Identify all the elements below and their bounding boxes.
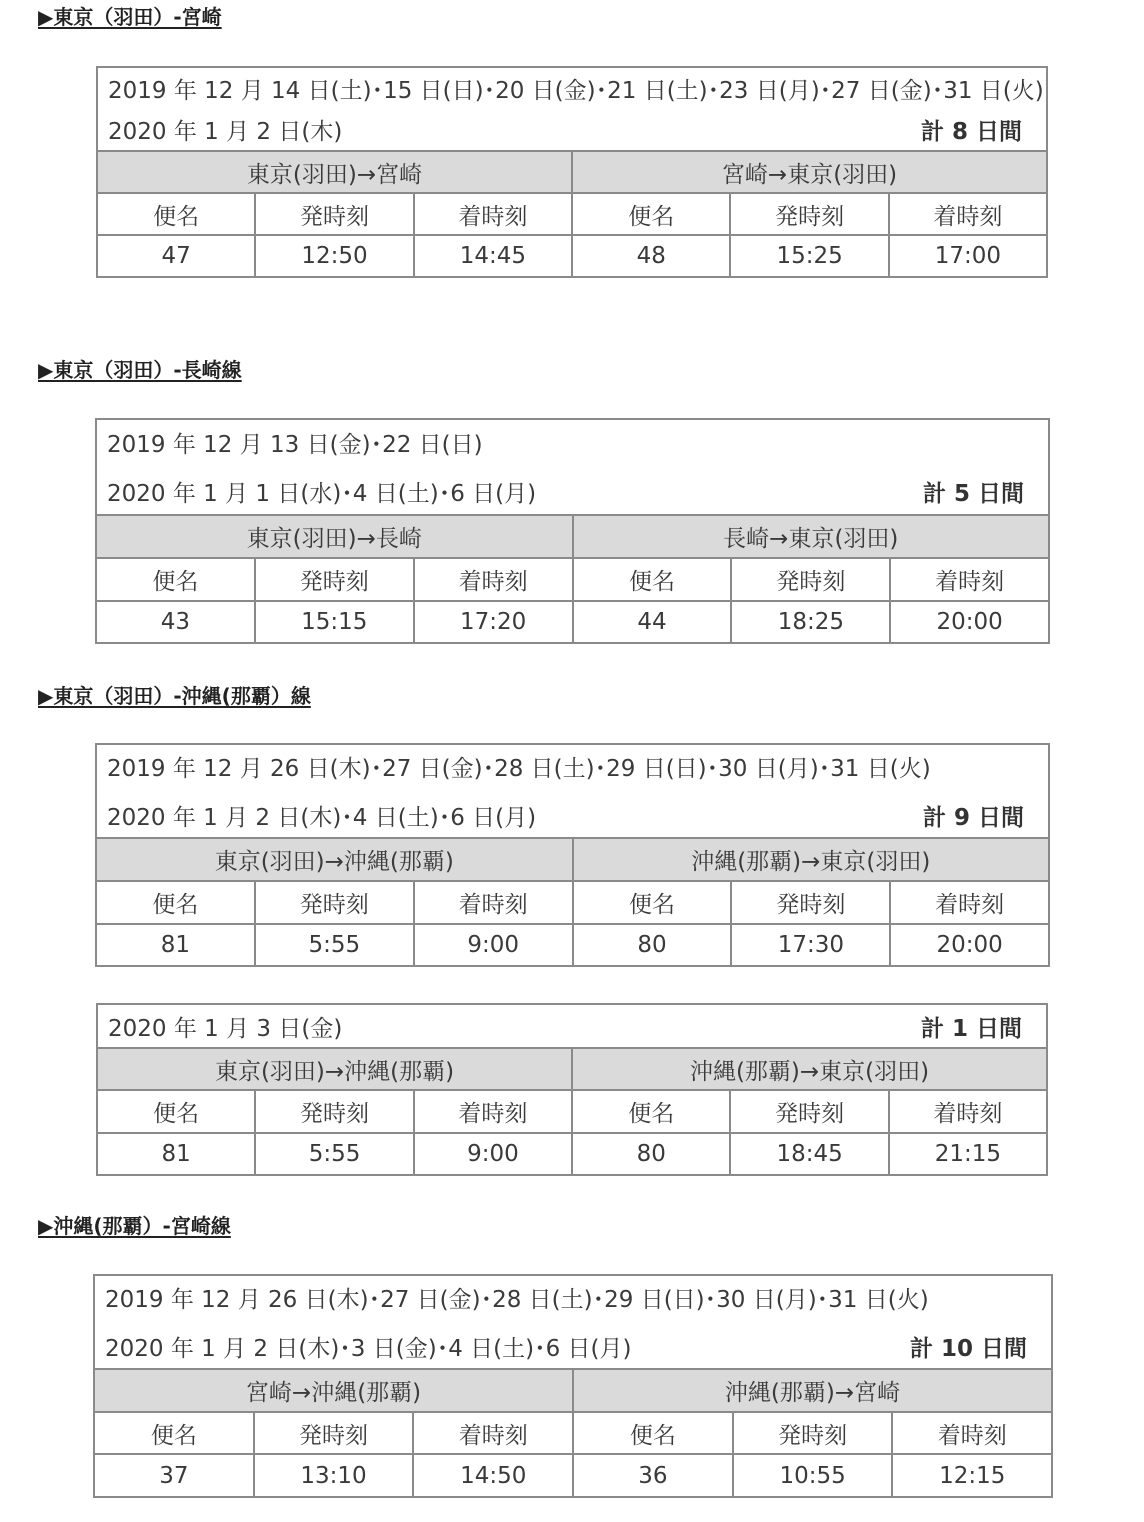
departure-time-inbound: 18:45 <box>730 1133 888 1175</box>
date-line-2: 2020 年 1 月 2 日(木) 計 8 日間 <box>108 113 1036 146</box>
flight-number-outbound: 47 <box>97 235 255 277</box>
col-header-flight: 便名 <box>572 193 730 235</box>
date-line-2: 2020 年 1 月 1 日(水)･4 日(土)･6 日(月) 計 5 日間 <box>107 475 1038 508</box>
col-header-flight: 便名 <box>97 1090 255 1133</box>
schedule-table-tokyo-okinawa-2 <box>96 1003 1048 1176</box>
section-heading-tokyo-nagasaki: ▶東京（羽田）-長崎線 <box>38 358 242 382</box>
col-header-departure: 発時刻 <box>254 1412 414 1454</box>
direction-header-outbound: 東京(羽田)→長崎 <box>96 515 573 558</box>
direction-header-outbound: 東京(羽田)→宮崎 <box>97 151 572 193</box>
col-header-flight: 便名 <box>572 1090 730 1133</box>
direction-header-outbound: 宮崎→沖縄(那覇) <box>94 1369 573 1412</box>
arrival-time-outbound: 9:00 <box>414 1133 572 1175</box>
date-line-1: 2019 年 12 月 26 日(木)･27 日(金)･28 日(土)･29 日(日)･30 日(月)･31 日(火) <box>105 1287 929 1313</box>
date-line-2: 2020 年 1 月 2 日(木)･3 日(金)･4 日(土)･6 日(月) 計 10 日間 <box>105 1330 1041 1363</box>
direction-header-outbound: 東京(羽田)→沖縄(那覇) <box>97 1048 572 1090</box>
date-cell <box>97 67 1047 151</box>
departure-time-outbound: 12:50 <box>255 235 413 277</box>
departure-time-inbound: 18:25 <box>731 601 890 643</box>
col-header-departure: 発時刻 <box>255 881 414 924</box>
date-line-1: 2019 年 12 月 26 日(木)･27 日(金)･28 日(土)･29 日(日)･30 日(月)･31 日(火) <box>107 756 931 782</box>
date-line-1: 2019 年 12 月 14 日(土)･15 日(日)･20 日(金)･21 日(土)･23 日(月)･27 日(金)･31 日(火) <box>108 78 1044 104</box>
date-cell <box>96 744 1049 838</box>
col-header-arrival: 着時刻 <box>414 558 573 601</box>
total-days: 計 10 日間 <box>909 1336 1027 1362</box>
date-cell <box>94 1275 1052 1369</box>
flight-number-inbound: 36 <box>573 1454 733 1497</box>
date-cell <box>97 1004 1047 1048</box>
flight-number-inbound: 44 <box>573 601 732 643</box>
col-header-departure: 発時刻 <box>255 1090 413 1133</box>
col-header-flight: 便名 <box>94 1412 254 1454</box>
section-heading-okinawa-miyazaki: ▶沖縄(那覇）-宮崎線 <box>38 1214 231 1238</box>
col-header-arrival: 着時刻 <box>414 881 573 924</box>
col-header-arrival: 着時刻 <box>889 1090 1047 1133</box>
date-line-2: 2020 年 1 月 2 日(木)･4 日(土)･6 日(月) 計 9 日間 <box>107 799 1038 832</box>
flight-number-inbound: 48 <box>572 235 730 277</box>
direction-header-inbound: 沖縄(那覇)→東京(羽田) <box>572 1048 1047 1090</box>
flight-number-inbound: 80 <box>573 924 732 966</box>
col-header-arrival: 着時刻 <box>889 193 1047 235</box>
arrival-time-inbound: 20:00 <box>890 924 1049 966</box>
direction-header-inbound: 宮崎→東京(羽田) <box>572 151 1047 193</box>
flight-number-outbound: 43 <box>96 601 255 643</box>
col-header-departure: 発時刻 <box>730 193 888 235</box>
col-header-arrival: 着時刻 <box>414 193 572 235</box>
direction-header-inbound: 沖縄(那覇)→宮崎 <box>573 1369 1052 1412</box>
arrival-time-inbound: 12:15 <box>892 1454 1052 1497</box>
departure-time-outbound: 5:55 <box>255 924 414 966</box>
arrival-time-outbound: 14:45 <box>414 235 572 277</box>
col-header-departure: 発時刻 <box>731 558 890 601</box>
arrival-time-outbound: 14:50 <box>413 1454 573 1497</box>
arrival-time-outbound: 17:20 <box>414 601 573 643</box>
col-header-departure: 発時刻 <box>255 558 414 601</box>
direction-header-outbound: 東京(羽田)→沖縄(那覇) <box>96 838 573 881</box>
total-days: 計 8 日間 <box>920 119 1022 145</box>
schedule-table-tokyo-okinawa-1 <box>95 743 1050 967</box>
col-header-flight: 便名 <box>97 193 255 235</box>
direction-header-inbound: 沖縄(那覇)→東京(羽田) <box>573 838 1049 881</box>
flight-number-outbound: 81 <box>97 1133 255 1175</box>
col-header-departure: 発時刻 <box>733 1412 893 1454</box>
arrival-time-inbound: 21:15 <box>889 1133 1047 1175</box>
date-cell <box>96 419 1049 515</box>
col-header-departure: 発時刻 <box>730 1090 888 1133</box>
col-header-flight: 便名 <box>96 881 255 924</box>
flight-number-inbound: 80 <box>572 1133 730 1175</box>
schedule-table-okinawa-miyazaki <box>93 1274 1053 1498</box>
departure-time-outbound: 15:15 <box>255 601 414 643</box>
col-header-flight: 便名 <box>573 1412 733 1454</box>
col-header-arrival: 着時刻 <box>890 881 1049 924</box>
arrival-time-inbound: 17:00 <box>889 235 1047 277</box>
arrival-time-inbound: 20:00 <box>890 601 1049 643</box>
schedule-table-tokyo-nagasaki <box>95 418 1050 644</box>
arrival-time-outbound: 9:00 <box>414 924 573 966</box>
flight-number-outbound: 37 <box>94 1454 254 1497</box>
col-header-flight: 便名 <box>573 558 732 601</box>
total-days: 計 9 日間 <box>922 805 1024 831</box>
total-days: 計 5 日間 <box>922 481 1024 507</box>
departure-time-inbound: 10:55 <box>733 1454 893 1497</box>
col-header-flight: 便名 <box>573 881 732 924</box>
departure-time-inbound: 15:25 <box>730 235 888 277</box>
col-header-arrival: 着時刻 <box>892 1412 1052 1454</box>
departure-time-outbound: 13:10 <box>254 1454 414 1497</box>
date-line-1: 2020 年 1 月 3 日(金) 計 1 日間 <box>108 1010 1036 1043</box>
col-header-departure: 発時刻 <box>255 193 413 235</box>
col-header-arrival: 着時刻 <box>414 1090 572 1133</box>
total-days: 計 1 日間 <box>920 1015 1022 1042</box>
schedule-table-tokyo-miyazaki <box>96 66 1048 278</box>
direction-header-inbound: 長崎→東京(羽田) <box>573 515 1049 558</box>
section-heading-tokyo-miyazaki: ▶東京（羽田）-宮崎 <box>38 5 222 29</box>
col-header-flight: 便名 <box>96 558 255 601</box>
col-header-arrival: 着時刻 <box>890 558 1049 601</box>
departure-time-inbound: 17:30 <box>731 924 890 966</box>
departure-time-outbound: 5:55 <box>255 1133 413 1175</box>
col-header-arrival: 着時刻 <box>413 1412 573 1454</box>
date-line-1: 2019 年 12 月 13 日(金)･22 日(日) <box>107 432 483 458</box>
col-header-departure: 発時刻 <box>731 881 890 924</box>
flight-number-outbound: 81 <box>96 924 255 966</box>
section-heading-tokyo-okinawa: ▶東京（羽田）-沖縄(那覇）線 <box>38 684 311 708</box>
